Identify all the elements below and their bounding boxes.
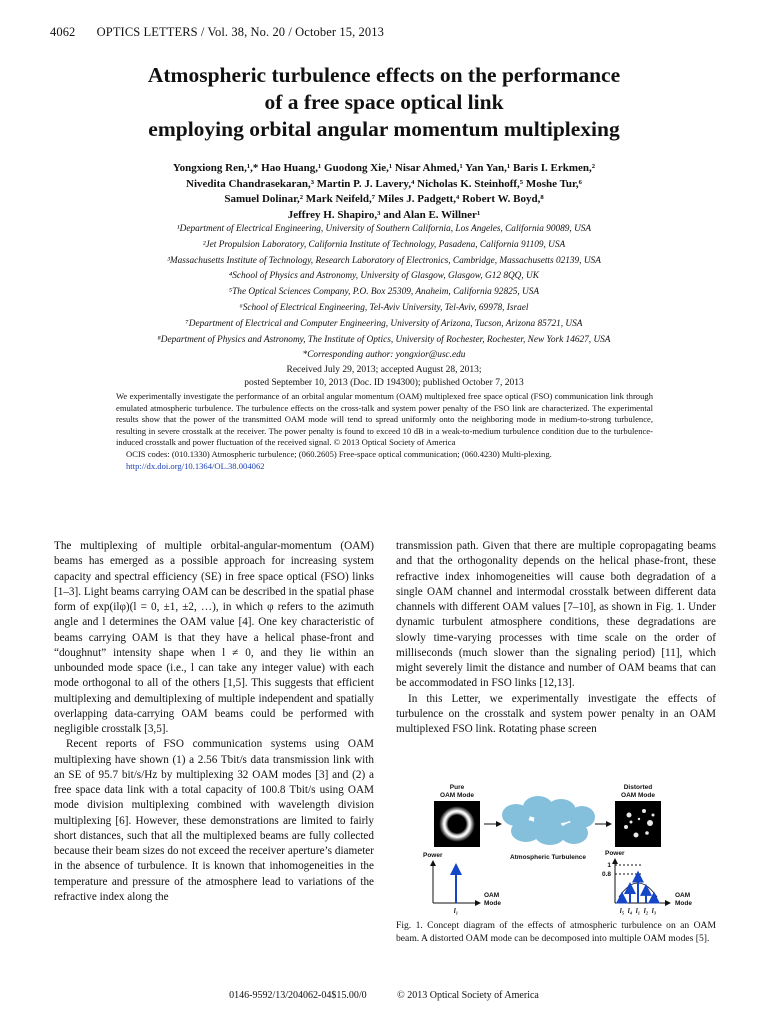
y-tick-1: 1 [607,862,611,869]
dates-line-1: Received July 29, 2013; accepted August 28, 2013; [286,365,482,375]
running-header [50,25,384,40]
dates-line-2: posted September 10, 2013 (Doc. ID 194300); published October 7, 2013 [244,377,524,388]
l1-label: l₁ [453,907,459,915]
body-paragraph: transmission path. Given that there are multiple copropagating beams and that the orthogonality depends on the helical phase-front, these refractive index inhomogeneities will cause both degradation of a single OAM channel and intermodal crosstalk between different data channels with different OAM values [7–10], as shown in Fig. 1. Under dynamic turbulent atmosphere conditions, these degradations are slowly time-varying processes with time scale on the order of milliseconds (much slower than the signaling period) [11], which might severely limit the distance and number of OAM beams that can be accommodated in FSO links [12,13]. [396,540,716,690]
pure-label-2: OAM Mode [440,792,474,799]
turbulence-label: Atmospheric Turbulence [509,854,587,861]
pure-mode-ring [436,803,478,845]
right-tick-label-3: l₂ [643,907,649,915]
body-paragraph: Recent reports of FSO communication systems using OAM multiplexing have shown (1) a 2.56 Tbit/s data transmission link with an SE of 95.7 bit/s/Hz by multiplexing 32 OAM modes [3] and (2) a free space data link with a total capacity of 100.8 Tbit/s using OAM mode division multiplexing combined with wavelength division multiplexing [6]. However, these demonstrations are limited to fairly short distances, such that all the multiplexed beams are fully collected because their beam sizes do not exceed the receiver aperture’s diameter in the absence of turbulence. It is known that inhomogeneities in the temperature and pressure of the atmosphere lead to variations of the refractive index along the [54,738,374,903]
affiliation-4: ⁴School of Physics and Astronomy, University of Glasgow, Glasgow, G12 8QQ, UK [229,271,539,282]
author-line-1: Yongxiong Ren,¹,* Hao Huang,¹ Guodong Xie,¹ Nisar Ahmed,¹ Yan Yan,¹ Baris I. Erkmen,² [172,162,596,174]
concept-diagram [398,775,718,925]
affiliation-list [20,222,748,364]
right-tick-labels [620,907,657,915]
publication-dates [100,364,668,389]
left-column [54,539,374,905]
title-line-3: employing orbital angular momentum multiplexing [148,117,620,141]
affiliation-3: ³Massachusetts Institute of Technology, Research Laboratory of Electronics, Cambridge, Massachusetts 02139, USA [167,255,601,266]
body-paragraph: In this Letter, we experimentally investigate the effects of turbulence on the crosstalk and system power penalty in an OAM multiplexed FSO link. Rotating phase screen [396,692,716,735]
affiliation-7: ⁷Department of Electrical and Computer Engineering, University of Arizona, Tucson, Arizona 85721, USA [185,318,583,329]
ocis-codes: OCIS codes: (010.1330) Atmospheric turbulence; (060.2605) Free-space optical communication; (060.4230) Multi-plexing. [126,448,552,459]
affiliation-6: ⁶School of Electrical Engineering, Tel-Aviv University, Tel-Aviv, 69978, Israel [239,302,529,313]
axis-label-right-2: Mode [675,900,692,907]
right-tick-label-2: l₁ [635,907,641,915]
title-line-2: of a free space optical link [264,90,504,114]
copyright-notice: © 2013 Optical Society of America [397,990,539,1001]
page-footer [0,990,768,1001]
figure-caption: Fig. 1. Concept diagram of the effects of atmospheric turbulence on an OAM beam. A distorted OAM mode can be decomposed into multiple OAM modes [5]. [396,920,716,944]
right-tick-label-1: l₄ [627,907,633,915]
affiliation-1: ¹Department of Electrical Engineering, University of Southern California, Los Angeles, California 90089, USA [176,224,592,234]
right-tick-label-0: l₅ [619,907,625,915]
doi-link[interactable]: http://dx.doi.org/10.1364/OL.38.004062 [126,460,265,471]
author-line-4: Jeffrey H. Shapiro,³ and Alan E. Willner¹ [287,208,481,221]
axis-label-left-2: Mode [484,900,501,907]
right-tick-label-4: l₃ [651,907,657,915]
author-line-3: Samuel Dolinar,² Mark Neifeld,⁷ Miles J. Padgett,⁴ Robert W. Boyd,⁸ [224,193,544,205]
body-paragraph: The multiplexing of multiple orbital-angular-momentum (OAM) beams has emerged as a possible approach for increasing system capacity and spectral efficiency (SE) in free space optical (FSO) links [1–3]. Light beams carrying OAM can be described in the spatial phase form of exp(ilφ)(l = 0, ±1, ±2, …), in which φ refers to the azimuth angle and l determines the OAM value [4]. One key characteristic of beams carrying OAM is that they have a helical phase-front and “doughnut” intensity shape when l ≠ 0, and they lie within an unbounded mode space (i.e., l can take any integer value) with each mode orthogonal to all of the others [1,5]. This suggests that efficient multiplexing and demultiplexing of multiple independent and spatially overlapping data-carrying OAM beams could be performed with negligible crosstalk [3,5]. [54,540,374,735]
distorted-label-1: Distorted [623,784,653,791]
figure-1 [398,775,718,925]
corresponding-author: *Corresponding author: yongxior@usc.edu [302,350,466,361]
right-column [396,539,716,737]
affiliation-5: ⁵The Optical Sciences Company, P.O. Box 25309, Anaheim, California 92825, USA [228,287,540,298]
affiliation-2: ²Jet Propulsion Laboratory, California Institute of Technology, Pasadena, California 91109, USA [202,239,566,250]
affiliation-8: ⁸Department of Physics and Astronomy, The Institute of Optics, University of Rochester, Rochester, New York 14627, USA [157,334,611,345]
journal-citation: OPTICS LETTERS / Vol. 38, No. 20 / October 15, 2013 [96,25,384,39]
power-label-right: Power [605,850,625,857]
distorted-mode-image [615,801,661,847]
axis-label-right-1: OAM [675,892,691,899]
power-label-left: Power [423,852,443,859]
abstract [116,391,653,472]
issn-code: 0146-9592/13/204062-04$15.00/0 [229,990,367,1001]
page-number: 4062 [50,25,76,39]
author-list [40,161,728,223]
y-tick-08: 0.8 [601,871,611,878]
pure-label-1: Pure [449,784,465,791]
article-title [30,62,738,143]
axis-label-left-1: OAM [484,892,500,899]
title-line-1: Atmospheric turbulence effects on the performance [147,63,621,87]
distorted-label-2: OAM Mode [621,792,655,799]
author-line-2: Nivedita Chandrasekaran,³ Martin P. J. Lavery,⁴ Nicholas K. Steinhoff,⁵ Moshe Tur,⁶ [186,177,582,190]
abstract-text: We experimentally investigate the performance of an orbital angular momentum (OAM) multiplexed free space optical (FSO) communication link through emulated atmospheric turbulence. The turbulence effects on the cross-talk and system power penalty of the FSO link are characterized. The experimental results show that the power of the transmitted OAM mode will tend to spread uniformly onto the neighboring mode in medium-to-strong turbulence, resulting in severe crosstalk at the receiver. The power penalty is found to exceed 10 dB in a weak-to-medium turbulence condition due to the turbulence-induced crosstalk and power fluctuation of the received signal. © 2013 Optical Society of America [116,391,653,448]
turbulence-cloud [502,796,595,845]
